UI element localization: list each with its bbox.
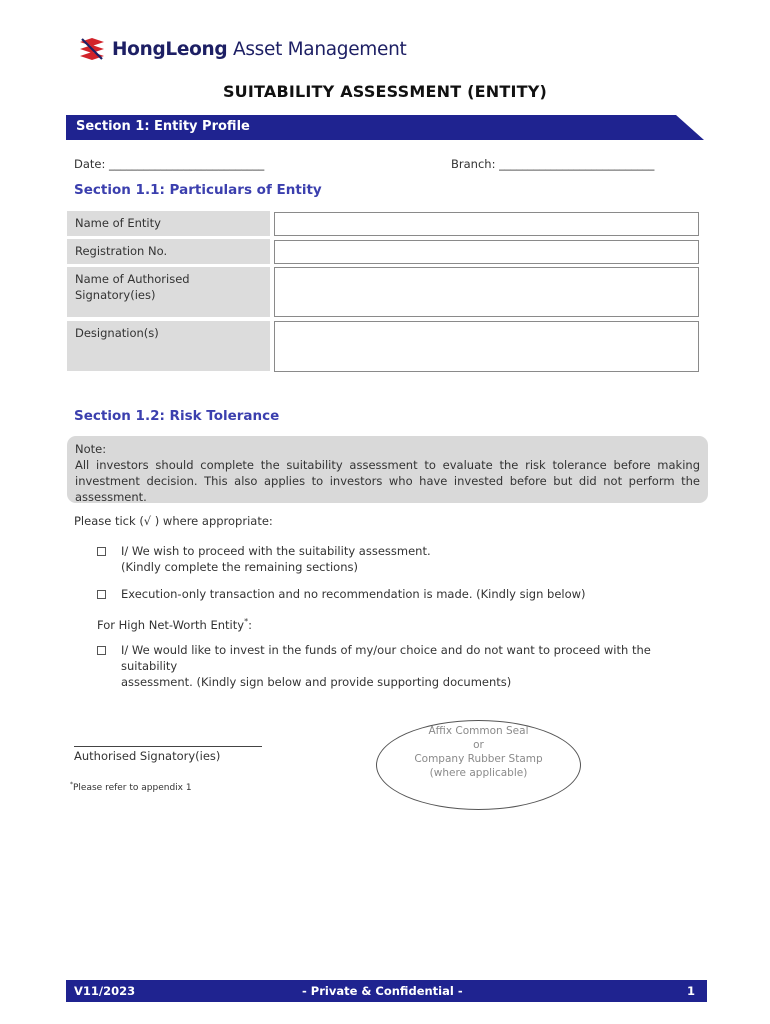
branch-label: Branch: [451,157,496,171]
date-label: Date: [74,157,106,171]
footer-version: V11/2023 [74,984,136,998]
input-designations[interactable] [274,321,699,372]
option-proceed-line2: (Kindly complete the remaining sections) [121,560,358,574]
logo-wordmark [112,39,406,60]
hnw-footnote-marker: * [244,617,249,626]
note-body: All investors should complete the suitability assessment to evaluate the risk tolerance before making investment decision. This also applies to investors who have invested before but did not perform the assessment. [75,458,700,504]
section-1-1-heading: Section 1.1: Particulars of Entity [74,182,322,198]
logo-rest-text: Asset Management [232,38,407,60]
note-title: Note: [75,442,107,456]
hnw-label-text: For High Net-Worth Entity [97,617,245,632]
seal-line-4: (where applicable) [429,767,528,779]
option-proceed-line1: I/ We wish to proceed with the suitability assessment. [121,544,431,558]
company-logo [78,34,406,64]
option-proceed-checkbox[interactable] [97,547,106,556]
label-registration-no: Registration No. [67,239,270,264]
option-hnw-line1: I/ We would like to invest in the funds of my/our choice and do not want to proceed with the suitability [121,643,651,673]
hong-leong-logo-icon [78,36,106,62]
page-footer [66,980,707,1002]
option-hnw-text [121,642,701,690]
branch-blank: ___________________________ [499,157,655,171]
input-authorised-signatories[interactable] [274,267,699,317]
footnote-marker: * [70,781,73,788]
section-1-2-heading: Section 1.2: Risk Tolerance [74,408,280,424]
label-name-of-entity: Name of Entity [67,211,270,236]
date-blank: ___________________________ [109,157,265,171]
input-registration-no[interactable] [274,240,699,264]
option-proceed-text [121,543,431,575]
footnote [70,781,192,793]
logo-bold-text: HongLeong [112,38,228,60]
note-box [67,436,708,503]
option-execution-only-text: Execution-only transaction and no recommendation is made. (Kindly sign below) [121,587,586,601]
label-authorised-signatories: Name of Authorised Signatory(ies) [67,267,247,317]
hnw-label-suffix: : [248,617,252,632]
section-1-banner [66,115,704,140]
signature-line[interactable] [74,746,262,747]
input-name-of-entity[interactable] [274,212,699,236]
option-execution-only-checkbox[interactable] [97,590,106,599]
tick-instruction: Please tick (√ ) where appropriate: [74,514,273,528]
footer-confidential: - Private & Confidential - [302,984,463,998]
label-designations: Designation(s) [67,321,270,371]
seal-line-3: Company Rubber Stamp [414,753,543,765]
option-hnw-line2: assessment. (Kindly sign below and provide supporting documents) [121,675,512,689]
branch-field[interactable] [451,157,654,171]
signature-label: Authorised Signatory(ies) [74,749,221,763]
section-1-title: Section 1: Entity Profile [76,119,250,134]
hnw-label [97,614,252,633]
option-hnw-checkbox[interactable] [97,646,106,655]
seal-line-1: Affix Common Seal [428,725,529,737]
footnote-text: Please refer to appendix 1 [73,783,192,793]
label-authorised-signatories-fill [247,267,270,317]
document-title: SUITABILITY ASSESSMENT (ENTITY) [222,82,548,101]
date-field[interactable] [74,157,264,171]
seal-line-2: or [473,739,484,751]
footer-page-number: 1 [686,984,695,998]
